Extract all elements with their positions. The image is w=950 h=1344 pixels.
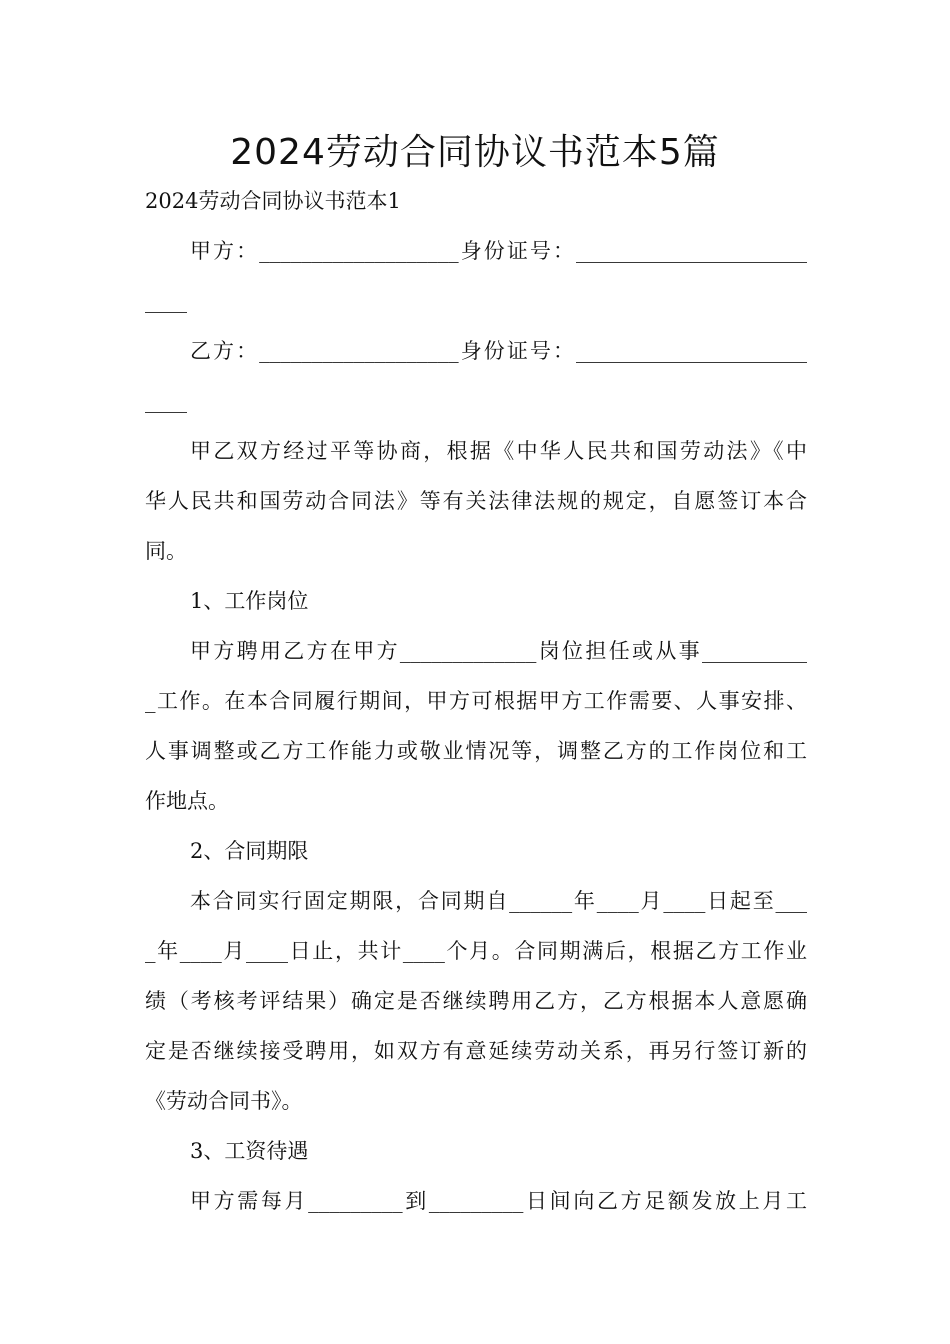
section-heading-wages: 3、工资待遇	[190, 1139, 309, 1163]
intro-paragraph-line-2: 华人民共和国劳动合同法》等有关法律法规的规定，自愿签订本合	[145, 489, 807, 513]
job-position-line-1: 甲方聘用乙方在甲方_____________岗位担任或从事__________	[190, 639, 807, 663]
contract-term-line-5: 《劳动合同书》。	[145, 1089, 303, 1113]
section-subtitle: 2024劳动合同协议书范本1	[145, 189, 401, 213]
contract-term-line-3: 绩（考核考评结果）确定是否继续聘用乙方，乙方根据本人意愿确	[145, 989, 807, 1013]
contract-term-line-4: 定是否继续接受聘用，如双方有意延续劳动关系，再另行签订新的	[145, 1039, 807, 1063]
contract-term-line-1: 本合同实行固定期限，合同期自______年____月____日起至___	[190, 889, 807, 913]
section-heading-job-position: 1、工作岗位	[190, 589, 309, 613]
section-heading-contract-term: 2、合同期限	[190, 839, 309, 863]
job-position-line-3: 人事调整或乙方工作能力或敬业情况等，调整乙方的工作岗位和工	[145, 739, 807, 763]
job-position-line-2: _工作。在本合同履行期间，甲方可根据甲方工作需要、人事安排、	[145, 689, 807, 713]
intro-paragraph-line-1: 甲乙双方经过平等协商，根据《中华人民共和国劳动法》《中	[190, 439, 807, 463]
party-a-line: 甲方：___________________身份证号：______________________	[190, 239, 807, 263]
party-b-line: 乙方：___________________身份证号：______________________	[190, 339, 807, 363]
party-b-line-continuation: ____	[145, 389, 187, 413]
document-title: 2024劳动合同协议书范本5篇	[230, 132, 720, 173]
intro-paragraph-line-3: 同。	[145, 539, 187, 563]
contract-term-line-2: _年____月____日止，共计____个月。合同期满后，根据乙方工作业	[145, 939, 807, 963]
job-position-line-4: 作地点。	[145, 789, 229, 813]
party-a-line-continuation: ____	[145, 289, 187, 313]
wages-line-1: 甲方需每月_________到_________日间向乙方足额发放上月工	[190, 1189, 807, 1213]
